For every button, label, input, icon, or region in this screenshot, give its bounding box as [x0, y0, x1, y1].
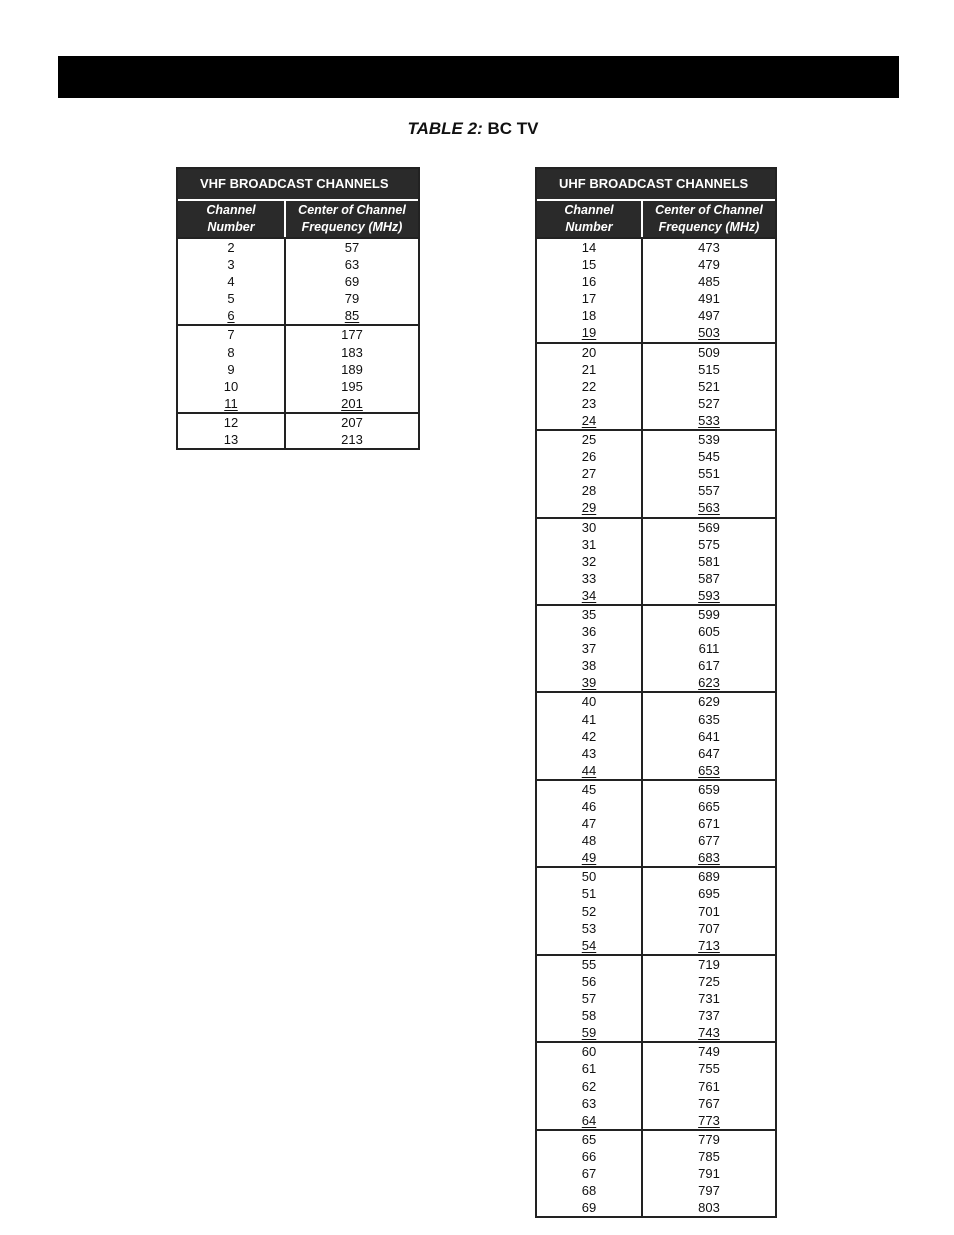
frequency-cell: 677 [698, 833, 720, 849]
channel-number-cell: 59 [537, 1024, 643, 1041]
table-row [537, 920, 775, 937]
channel-number-cell: 55 [537, 956, 643, 973]
frequency-cell: 575 [698, 536, 720, 552]
frequency-cell: 207 [341, 414, 363, 430]
frequency-cell: 617 [698, 658, 720, 674]
table-row [178, 239, 418, 256]
channel-number-cell: 26 [537, 448, 643, 465]
channel-group [537, 342, 775, 429]
frequency-cell: 743 [698, 1025, 720, 1041]
channel-group [537, 691, 775, 778]
caption-title: BC TV [487, 119, 539, 138]
channel-number-cell: 43 [537, 745, 643, 762]
table-row [178, 344, 418, 361]
table-row [537, 587, 775, 604]
channel-number-cell: 52 [537, 903, 643, 920]
table-row [537, 885, 775, 902]
frequency-cell: 177 [341, 327, 363, 343]
channel-number-cell: 64 [537, 1112, 643, 1129]
channel-number-cell: 4 [178, 273, 286, 290]
channel-number-cell: 32 [537, 553, 643, 570]
table-row [178, 431, 418, 448]
channel-group [537, 866, 775, 953]
frequency-cell: 683 [698, 850, 720, 866]
table-row [537, 361, 775, 378]
channel-number-cell: 28 [537, 482, 643, 499]
frequency-cell: 695 [698, 886, 720, 902]
channel-number-cell: 53 [537, 920, 643, 937]
channel-number-cell: 25 [537, 431, 643, 448]
table-row [537, 1043, 775, 1060]
table-row [537, 1165, 775, 1182]
channel-group [537, 1041, 775, 1128]
frequency-cell: 479 [698, 257, 720, 273]
frequency-cell: 213 [341, 432, 363, 448]
frequency-cell: 665 [698, 799, 720, 814]
frequency-cell: 533 [698, 412, 720, 428]
frequency-cell: 623 [698, 675, 720, 691]
channel-number-cell: 47 [537, 815, 643, 832]
frequency-cell: 545 [698, 449, 720, 465]
channel-number-cell: 48 [537, 832, 643, 849]
frequency-cell: 563 [698, 500, 720, 516]
table-row [537, 1024, 775, 1041]
channel-group [537, 1129, 775, 1216]
frequency-cell: 791 [698, 1165, 720, 1181]
channel-number-cell: 45 [537, 781, 643, 798]
frequency-cell: 755 [698, 1061, 720, 1077]
channel-number-cell: 51 [537, 885, 643, 902]
channel-number-cell: 44 [537, 762, 643, 779]
frequency-cell: 635 [698, 711, 720, 727]
channel-number-cell: 56 [537, 973, 643, 990]
channel-number-cell: 15 [537, 256, 643, 273]
channel-group [178, 324, 418, 411]
channel-group [537, 239, 775, 342]
channel-number-cell: 67 [537, 1165, 643, 1182]
table-row [537, 657, 775, 674]
frequency-cell: 713 [698, 937, 720, 953]
frequency-cell: 195 [341, 378, 363, 394]
channel-group [178, 412, 418, 448]
frequency-cell: 593 [698, 587, 720, 603]
channel-number-cell: 16 [537, 273, 643, 290]
table-row [537, 553, 775, 570]
vhf-col1-line1: Channel [206, 203, 256, 217]
channel-number-cell: 12 [178, 414, 286, 431]
channel-number-cell: 36 [537, 623, 643, 640]
uhf-col2-line1: Center of Channel [655, 203, 763, 217]
channel-number-cell: 6 [178, 307, 286, 324]
frequency-cell: 773 [698, 1112, 720, 1128]
frequency-cell: 599 [698, 606, 720, 622]
vhf-col2-line1: Center of Channel [298, 203, 406, 217]
frequency-cell: 551 [698, 466, 720, 482]
channel-number-cell: 5 [178, 290, 286, 307]
channel-number-cell: 3 [178, 256, 286, 273]
frequency-cell: 725 [698, 973, 720, 989]
frequency-cell: 641 [698, 728, 720, 744]
frequency-cell: 605 [698, 624, 720, 640]
channel-number-cell: 39 [537, 674, 643, 691]
channel-number-cell: 35 [537, 606, 643, 623]
table-row [178, 326, 418, 343]
channel-number-cell: 60 [537, 1043, 643, 1060]
table-row [537, 378, 775, 395]
table-row [537, 711, 775, 728]
table-row [537, 324, 775, 341]
uhf-col1-line2: Number [565, 220, 613, 234]
frequency-cell: 539 [698, 432, 720, 448]
table-row [537, 1060, 775, 1077]
table-row [537, 798, 775, 815]
table-row [537, 815, 775, 832]
table-row [178, 256, 418, 273]
frequency-cell: 57 [344, 240, 360, 255]
frequency-cell: 85 [344, 308, 360, 324]
frequency-cell: 737 [698, 1008, 720, 1024]
frequency-cell: 69 [344, 274, 360, 290]
channel-number-cell: 14 [537, 239, 643, 256]
uhf-col2-line2: Frequency (MHz) [658, 220, 760, 234]
table-row [537, 990, 775, 1007]
frequency-cell: 629 [698, 694, 720, 710]
frequency-cell: 473 [698, 240, 720, 255]
vhf-table-title: VHF BROADCAST CHANNELS [178, 169, 418, 201]
channel-number-cell: 23 [537, 395, 643, 412]
channel-number-cell: 65 [537, 1131, 643, 1148]
channel-number-cell: 68 [537, 1182, 643, 1199]
channel-group [537, 429, 775, 516]
table-row [178, 378, 418, 395]
frequency-cell: 491 [698, 291, 720, 307]
frequency-cell: 767 [698, 1095, 720, 1111]
channel-number-cell: 21 [537, 361, 643, 378]
channel-number-cell: 17 [537, 290, 643, 307]
frequency-cell: 785 [698, 1148, 720, 1164]
frequency-cell: 587 [698, 570, 720, 586]
vhf-col-channel-header [178, 201, 286, 237]
frequency-cell: 521 [698, 378, 720, 394]
table-row [178, 395, 418, 412]
table-row [537, 849, 775, 866]
table-row [537, 868, 775, 885]
frequency-cell: 527 [698, 395, 720, 411]
channel-number-cell: 49 [537, 849, 643, 866]
frequency-cell: 611 [698, 641, 720, 657]
channel-number-cell: 18 [537, 307, 643, 324]
frequency-cell: 779 [698, 1131, 720, 1147]
table-caption [0, 119, 946, 139]
table-row [537, 307, 775, 324]
frequency-cell: 79 [344, 291, 360, 307]
frequency-cell: 497 [698, 308, 720, 324]
channel-number-cell: 13 [178, 431, 286, 448]
uhf-table-title: UHF BROADCAST CHANNELS [537, 169, 775, 201]
vhf-table-body [178, 239, 418, 448]
frequency-cell: 707 [698, 920, 720, 936]
uhf-col1-line1: Channel [564, 203, 614, 217]
channel-number-cell: 8 [178, 344, 286, 361]
table-row [178, 307, 418, 324]
frequency-cell: 509 [698, 344, 720, 360]
channel-number-cell: 69 [537, 1199, 643, 1216]
frequency-cell: 701 [698, 903, 720, 919]
frequency-cell: 581 [698, 553, 720, 569]
channel-number-cell: 19 [537, 324, 643, 341]
frequency-cell: 485 [698, 274, 720, 290]
table-row [537, 256, 775, 273]
channel-number-cell: 27 [537, 465, 643, 482]
channel-number-cell: 41 [537, 711, 643, 728]
frequency-cell: 557 [698, 483, 720, 499]
table-row [178, 290, 418, 307]
channel-number-cell: 46 [537, 798, 643, 815]
frequency-cell: 731 [698, 991, 720, 1007]
channel-number-cell: 38 [537, 657, 643, 674]
frequency-cell: 189 [341, 361, 363, 377]
channel-number-cell: 10 [178, 378, 286, 395]
table-row [537, 1199, 775, 1216]
channel-group [537, 779, 775, 866]
table-row [537, 973, 775, 990]
channel-number-cell: 34 [537, 587, 643, 604]
table-row [537, 781, 775, 798]
table-row [537, 1078, 775, 1095]
channel-number-cell: 2 [178, 239, 286, 256]
table-row [537, 728, 775, 745]
channel-number-cell: 24 [537, 412, 643, 429]
table-row [537, 570, 775, 587]
uhf-channel-table [535, 167, 777, 1218]
header-bar [58, 56, 899, 98]
channel-number-cell: 62 [537, 1078, 643, 1095]
uhf-col-channel-header [537, 201, 643, 237]
table-row [537, 1007, 775, 1024]
channel-number-cell: 42 [537, 728, 643, 745]
table-row [537, 1112, 775, 1129]
table-row [537, 1131, 775, 1148]
table-row [537, 344, 775, 361]
table-row [537, 1182, 775, 1199]
frequency-cell: 201 [341, 395, 363, 411]
table-row [537, 499, 775, 516]
channel-number-cell: 50 [537, 868, 643, 885]
channel-number-cell: 7 [178, 326, 286, 343]
table-row [537, 519, 775, 536]
table-row [537, 290, 775, 307]
frequency-cell: 719 [698, 956, 720, 972]
table-row [537, 1095, 775, 1112]
frequency-cell: 515 [698, 361, 720, 377]
table-row [537, 832, 775, 849]
table-row [537, 937, 775, 954]
frequency-cell: 659 [698, 781, 720, 797]
frequency-cell: 503 [698, 325, 720, 341]
channel-number-cell: 11 [178, 395, 286, 412]
vhf-col-frequency-header [286, 201, 418, 237]
channel-number-cell: 58 [537, 1007, 643, 1024]
table-row [537, 482, 775, 499]
table-row [178, 273, 418, 290]
channel-number-cell: 20 [537, 344, 643, 361]
table-row [178, 361, 418, 378]
channel-number-cell: 31 [537, 536, 643, 553]
uhf-col-frequency-header [643, 201, 775, 237]
uhf-table-body [537, 239, 775, 1216]
table-row [537, 903, 775, 920]
frequency-cell: 761 [698, 1078, 720, 1094]
frequency-cell: 749 [698, 1044, 720, 1060]
frequency-cell: 671 [698, 816, 720, 832]
channel-number-cell: 57 [537, 990, 643, 1007]
frequency-cell: 797 [698, 1183, 720, 1199]
table-row [537, 431, 775, 448]
table-row [537, 536, 775, 553]
frequency-cell: 183 [341, 344, 363, 360]
vhf-col2-line2: Frequency (MHz) [301, 220, 403, 234]
vhf-channel-table [176, 167, 420, 450]
table-row [537, 640, 775, 657]
channel-number-cell: 61 [537, 1060, 643, 1077]
table-row [537, 239, 775, 256]
table-row [537, 465, 775, 482]
table-row [537, 606, 775, 623]
vhf-table-header [178, 201, 418, 239]
frequency-cell: 653 [698, 762, 720, 778]
channel-group [537, 954, 775, 1041]
channel-group [537, 517, 775, 604]
table-row [537, 956, 775, 973]
table-row [537, 762, 775, 779]
frequency-cell: 63 [344, 257, 360, 273]
table-row [537, 745, 775, 762]
frequency-cell: 569 [698, 519, 720, 535]
table-row [537, 693, 775, 710]
channel-number-cell: 40 [537, 693, 643, 710]
table-row [537, 674, 775, 691]
channel-number-cell: 22 [537, 378, 643, 395]
table-row [537, 273, 775, 290]
table-row [537, 1148, 775, 1165]
channel-number-cell: 63 [537, 1095, 643, 1112]
table-row [178, 414, 418, 431]
channel-number-cell: 9 [178, 361, 286, 378]
frequency-cell: 647 [698, 745, 720, 761]
caption-prefix: TABLE 2: [407, 119, 483, 138]
frequency-cell: 803 [698, 1200, 720, 1216]
channel-number-cell: 33 [537, 570, 643, 587]
table-row [537, 623, 775, 640]
channel-number-cell: 29 [537, 499, 643, 516]
frequency-cell: 689 [698, 869, 720, 885]
vhf-col1-line2: Number [207, 220, 255, 234]
channel-number-cell: 30 [537, 519, 643, 536]
channel-number-cell: 66 [537, 1148, 643, 1165]
table-row [537, 412, 775, 429]
table-row [537, 395, 775, 412]
table-row [537, 448, 775, 465]
uhf-table-header [537, 201, 775, 239]
channel-number-cell: 37 [537, 640, 643, 657]
channel-group [537, 604, 775, 691]
channel-group [178, 239, 418, 324]
channel-number-cell: 54 [537, 937, 643, 954]
